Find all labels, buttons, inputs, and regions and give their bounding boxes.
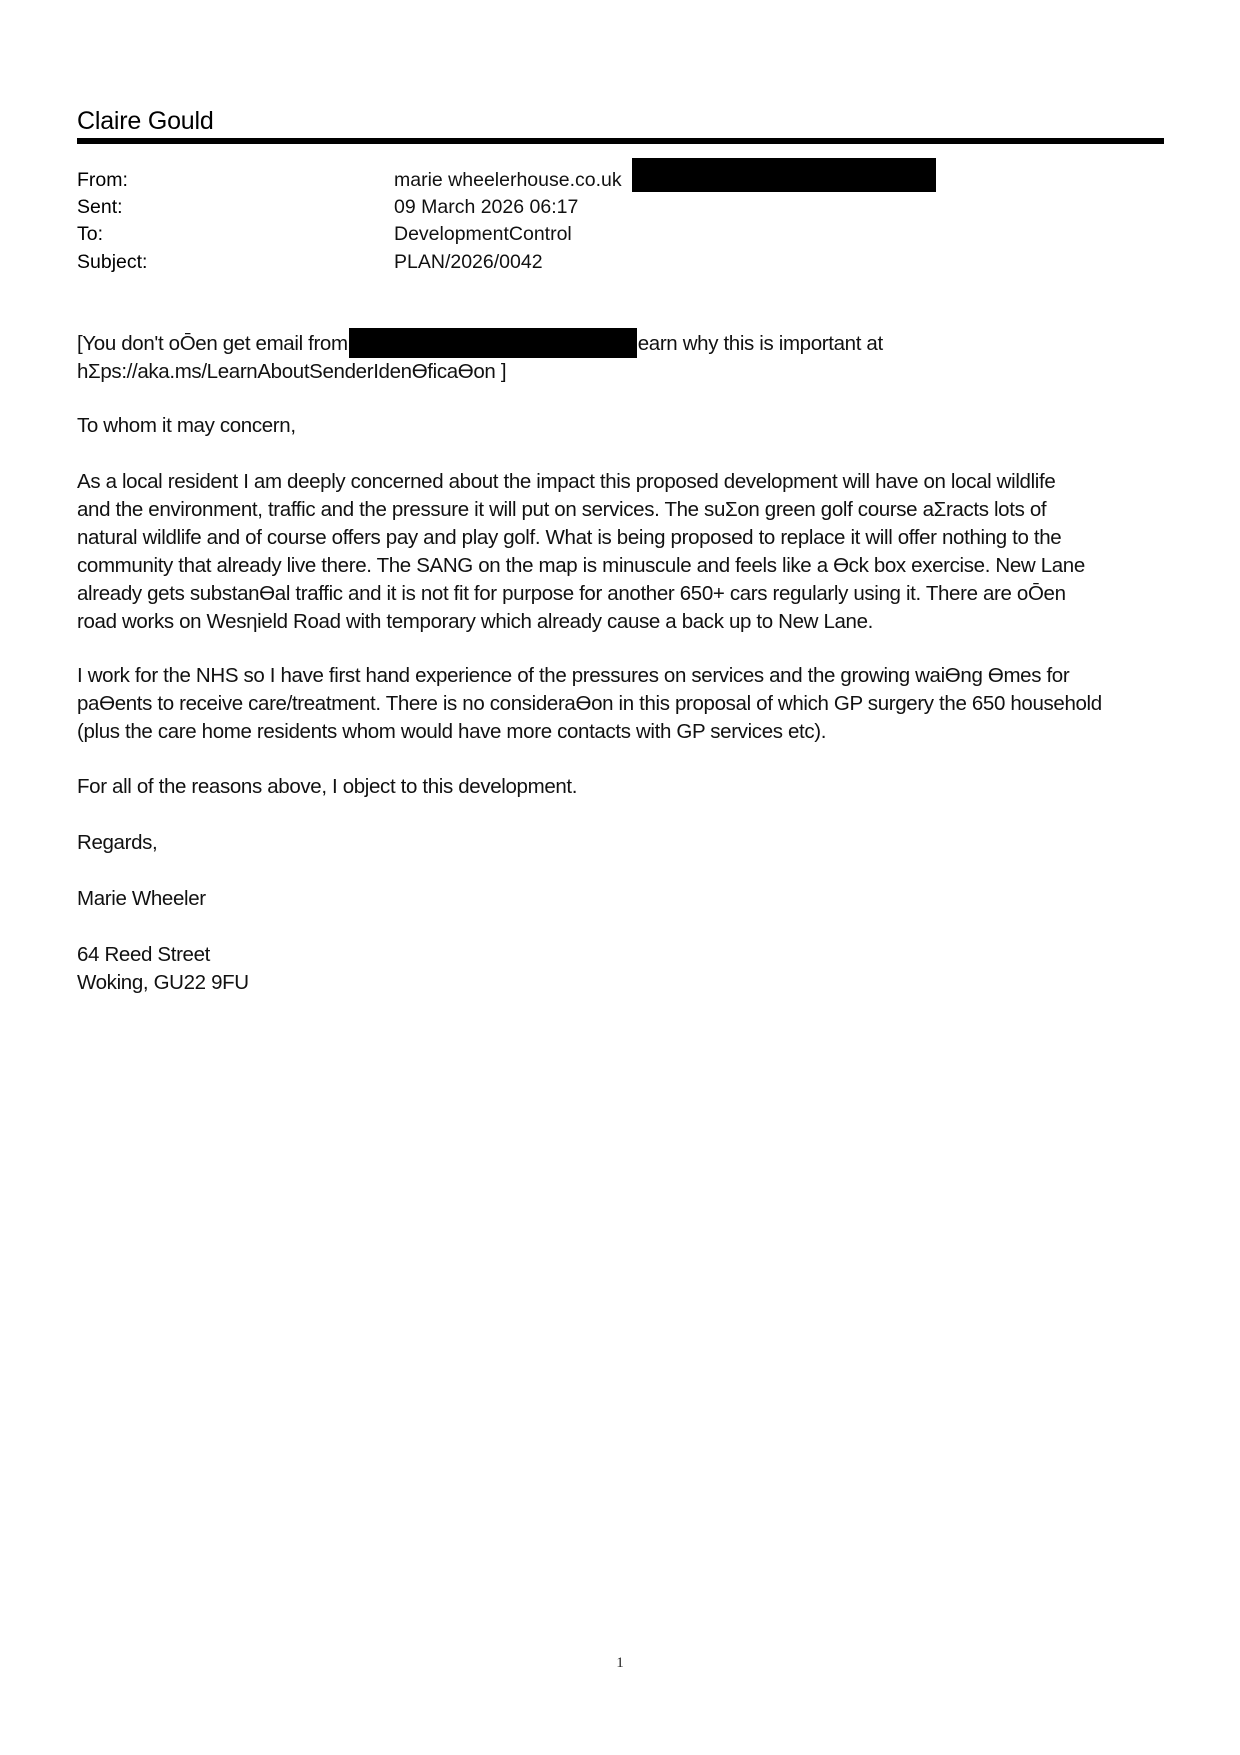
from-value: marie wheelerhouse.co.uk (394, 169, 622, 191)
paragraph-objection: For all of the reasons above, I object to this development. (77, 775, 578, 798)
page-number: 1 (616, 1655, 624, 1671)
to-value: DevelopmentControl (394, 223, 572, 245)
paragraph-nhs (77, 662, 1177, 746)
header-divider (77, 138, 1164, 144)
sent-value: 09 March 2026 06:17 (394, 196, 579, 218)
signature-name: Marie Wheeler (77, 887, 206, 910)
sender-address (77, 941, 1177, 997)
paragraph-line: and the environment, traffic and the pressure it will put on services. The suΣon green golf course aΣracts lots of (77, 498, 1047, 521)
warning-text-after-redaction: earn why this is important at (637, 332, 883, 355)
mailbox-owner-name: Claire Gould (77, 107, 214, 135)
external-sender-warning (77, 328, 1177, 386)
sent-label: Sent: (77, 196, 123, 218)
paragraph-line: natural wildlife and of course offers pay and play golf. What is being proposed to replace it will offer nothing to the (77, 526, 1062, 549)
redacted-email-address (632, 158, 936, 192)
signoff: Regards, (77, 831, 158, 854)
paragraph-line: already gets substanƟal traffic and it is not fit for purpose for another 650+ cars regularly using it. There are oŌen (77, 582, 1066, 605)
paragraph-line: (plus the care home residents whom would have more contacts with GP services etc). (77, 720, 827, 743)
warning-text-before-redaction: [You don't oŌen get email from (77, 332, 348, 355)
redacted-sender (349, 328, 637, 358)
paragraph-line: road works on Wesƞield Road with temporary which already cause a back up to New Lane. (77, 610, 873, 633)
paragraph-concerns (77, 468, 1177, 636)
address-line-2: Woking, GU22 9FU (77, 971, 249, 994)
from-label: From: (77, 169, 128, 191)
paragraph-line: As a local resident I am deeply concerned about the impact this proposed development will have on local wildlife (77, 470, 1056, 493)
paragraph-line: community that already live there. The SANG on the map is minuscule and feels like a Ɵck box exercise. New Lane (77, 554, 1085, 577)
subject-value: PLAN/2026/0042 (394, 251, 543, 273)
paragraph-line: paƟents to receive care/treatment. There is no consideraƟon in this proposal of which GP surgery the 650 household (77, 692, 1102, 715)
warning-line-2: hΣps://aka.ms/LearnAboutSenderIdenƟficaƟon ] (77, 360, 507, 383)
paragraph-line: I work for the NHS so I have first hand experience of the pressures on services and the growing waiƟng Ɵmes for (77, 664, 1070, 687)
warning-line-1 (77, 328, 1177, 358)
to-label: To: (77, 223, 104, 245)
greeting: To whom it may concern, (77, 414, 296, 437)
subject-label: Subject: (77, 251, 148, 273)
address-line-1: 64 Reed Street (77, 943, 210, 966)
